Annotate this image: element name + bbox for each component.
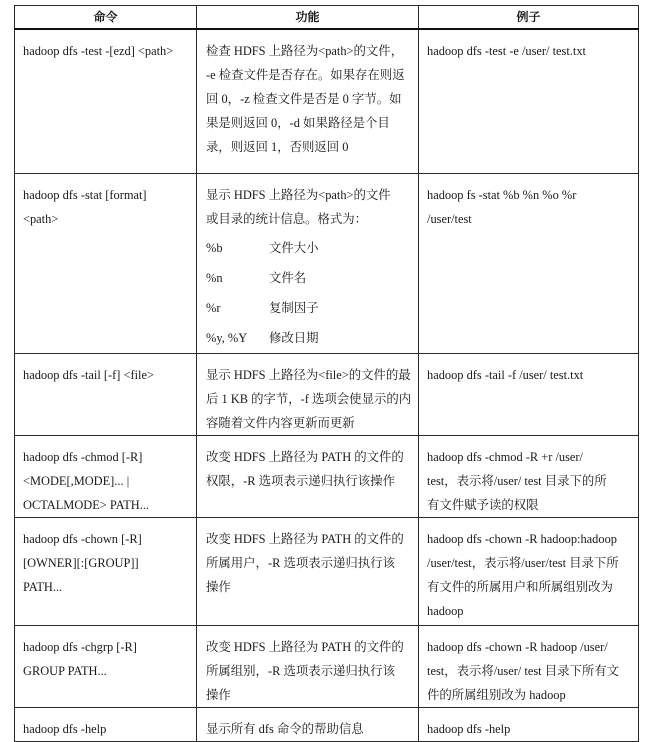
command-cell xyxy=(15,625,197,707)
table-row xyxy=(15,625,639,707)
example-text: hadoop dfs -chown -R hadoop:hadoop xyxy=(427,531,617,546)
function-text: 果是则返回 0，-d 如果路径是个目 xyxy=(206,116,390,130)
format-description: 修改日期 xyxy=(269,330,319,345)
table-row xyxy=(15,353,639,435)
command-cell xyxy=(15,707,197,741)
table-row xyxy=(15,173,639,353)
function-text: 权限，-R 选项表示递归执行该操作 xyxy=(206,473,395,488)
table-row xyxy=(15,29,639,173)
function-cell xyxy=(197,707,419,741)
function-cell xyxy=(197,435,419,517)
command-text: <path> xyxy=(23,211,59,226)
example-text: hadoop xyxy=(427,603,464,618)
example-text: 件的所属组别改为 hadoop xyxy=(427,687,566,702)
example-text: hadoop dfs -chown -R hadoop /user/ xyxy=(427,639,608,654)
function-text: 显示 HDFS 上路径为<path>的文件 xyxy=(206,187,391,202)
command-text: [OWNER][:[GROUP]] xyxy=(23,555,139,570)
format-description: 文件名 xyxy=(269,270,307,285)
example-text: hadoop fs -stat %b %n %o %r xyxy=(427,187,577,202)
function-text: 操作 xyxy=(206,579,231,594)
format-description: 文件大小 xyxy=(269,240,319,255)
function-text: -e 检查文件是否存在。如果存在则返 xyxy=(206,68,405,82)
function-text: 改变 HDFS 上路径为 PATH 的文件的 xyxy=(206,639,404,654)
function-cell xyxy=(197,173,419,353)
command-text: hadoop dfs -chmod [-R] xyxy=(23,449,143,464)
header-function: 功能 xyxy=(197,6,419,30)
function-text: 改变 HDFS 上路径为 PATH 的文件的 xyxy=(206,531,404,546)
example-cell xyxy=(419,29,639,173)
command-text: hadoop dfs -chgrp [-R] xyxy=(23,639,137,654)
example-text: /user/test xyxy=(427,211,472,226)
example-text: /user/test，表示将/user/test 目录下所 xyxy=(427,555,619,570)
command-text: hadoop dfs -chown [-R] xyxy=(23,531,142,546)
function-text: 操作 xyxy=(206,687,231,702)
table-row xyxy=(15,707,639,741)
command-text: <MODE[,MODE]... | xyxy=(23,473,130,488)
command-text: GROUP PATH... xyxy=(23,663,107,678)
format-item xyxy=(206,293,412,323)
example-text: 有文件的所属用户和所属组别改为 xyxy=(427,579,613,594)
example-cell xyxy=(419,517,639,625)
format-item xyxy=(206,323,412,353)
function-cell xyxy=(197,29,419,173)
command-cell xyxy=(15,435,197,517)
command-text: hadoop dfs -stat [format] xyxy=(23,187,147,202)
table-row xyxy=(15,517,639,625)
example-cell xyxy=(419,173,639,353)
example-text: test，表示将/user/ test 目录下所有文 xyxy=(427,663,620,678)
header-command: 命令 xyxy=(15,6,197,30)
example-text: hadoop dfs -test -e /user/ test.txt xyxy=(427,44,586,58)
command-text: OCTALMODE> PATH... xyxy=(23,497,150,512)
command-text: hadoop dfs -test -[ezd] <path> xyxy=(23,44,174,58)
example-text: hadoop dfs -chmod -R +r /user/ xyxy=(427,449,583,464)
format-item xyxy=(206,233,412,263)
table-header-row xyxy=(15,6,639,30)
command-cell xyxy=(15,173,197,353)
command-text: hadoop dfs -tail [-f] <file> xyxy=(23,367,154,382)
example-text: test，表示将/user/ test 目录下的所 xyxy=(427,473,607,488)
function-text: 后 1 KB 的字节，-f 选项会使显示的内 xyxy=(206,391,412,406)
hadoop-command-table xyxy=(14,5,639,742)
format-list xyxy=(206,233,412,353)
format-code: %b xyxy=(206,240,223,255)
format-code: %y, %Y xyxy=(206,330,248,345)
function-text: 所属用户，-R 选项表示递归执行该 xyxy=(206,555,395,570)
format-item xyxy=(206,263,412,293)
function-text: 显示所有 dfs 命令的帮助信息 xyxy=(206,721,364,736)
function-cell xyxy=(197,353,419,435)
header-example: 例子 xyxy=(419,6,639,30)
example-cell xyxy=(419,435,639,517)
example-cell xyxy=(419,353,639,435)
command-cell xyxy=(15,353,197,435)
function-cell xyxy=(197,517,419,625)
command-text: hadoop dfs -help xyxy=(23,721,107,736)
example-text: hadoop dfs -help xyxy=(427,721,511,736)
function-cell xyxy=(197,625,419,707)
example-text: 有文件赋予读的权限 xyxy=(427,497,539,512)
table-row xyxy=(15,435,639,517)
function-text: 容随着文件内容更新而更新 xyxy=(206,415,355,430)
function-text: 或目录的统计信息。格式为： xyxy=(206,211,368,226)
example-cell xyxy=(419,707,639,741)
command-cell xyxy=(15,29,197,173)
format-code: %n xyxy=(206,270,223,285)
function-text: 显示 HDFS 上路径为<file>的文件的最 xyxy=(206,367,411,382)
example-cell xyxy=(419,625,639,707)
command-text: PATH... xyxy=(23,579,63,594)
format-code: %r xyxy=(206,300,221,315)
function-text: 检查 HDFS 上路径为<path>的文件， xyxy=(206,44,404,58)
function-text: 回 0，-z 检查文件是否是 0 字节。如 xyxy=(206,92,402,106)
function-text: 录，则返回 1，否则返回 0 xyxy=(206,140,349,154)
command-cell xyxy=(15,517,197,625)
function-text: 改变 HDFS 上路径为 PATH 的文件的 xyxy=(206,449,404,464)
function-text: 所属组别，-R 选项表示递归执行该 xyxy=(206,663,395,678)
example-text: hadoop dfs -tail -f /user/ test.txt xyxy=(427,367,584,382)
format-description: 复制因子 xyxy=(269,300,319,315)
